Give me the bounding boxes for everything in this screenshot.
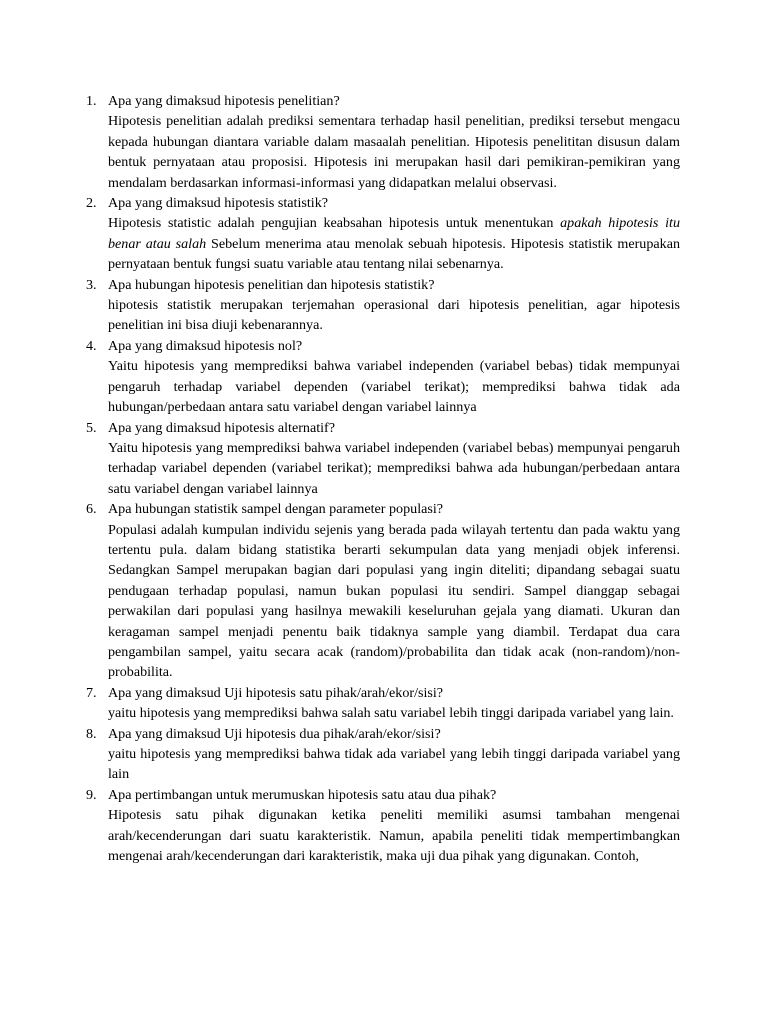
list-item	[86, 275, 680, 336]
question-answer-list	[86, 91, 680, 866]
question-text: Apa pertimbangan untuk merumuskan hipotesis satu atau dua pihak?	[108, 786, 497, 803]
question-text: Apa yang dimaksud Uji hipotesis satu pihak/arah/ekor/sisi?	[108, 684, 444, 701]
answer-text: Hipotesis penelitian adalah prediksi sementara terhadap hasil penelitian, prediksi tersebut mengacu kepada hubungan diantara variable dalam masaalah penelitian. Hipotesis penelititan disusun dalam bentuk pernyataan atau proposisi. Hipotesis ini merupakan hasil dari pemikiran-pemikiran yang mendalam berdasarkan informasi-informasi yang didapatkan melalui observasi.	[108, 113, 680, 191]
list-item	[86, 336, 680, 418]
question-text: Apa yang dimaksud Uji hipotesis dua pihak/arah/ekor/sisi?	[108, 725, 441, 742]
item-number: 3.	[86, 276, 97, 293]
item-number: 4.	[86, 337, 97, 354]
list-item	[86, 785, 680, 867]
list-item	[86, 724, 680, 785]
item-number: 5.	[86, 419, 97, 436]
answer-text: yaitu hipotesis yang memprediksi bahwa tidak ada variabel yang lebih tinggi daripada variabel yang lain	[108, 746, 680, 783]
question-text: Apa hubungan hipotesis penelitian dan hipotesis statistik?	[108, 276, 435, 293]
answer-text-start: Hipotesis statistic adalah pengujian keabsahan hipotesis untuk menentukan	[108, 215, 561, 232]
question-text: Apa hubungan statistik sampel dengan parameter populasi?	[108, 501, 444, 518]
answer-text-end: Sebelum menerima atau menolak sebuah hipotesis. Hipotesis statistik merupakan pernyataan bentuk fungsi suatu variable atau tentang nilai sebenarnya.	[108, 235, 680, 273]
answer-text: Yaitu hipotesis yang memprediksi bahwa variabel independen (variabel bebas) mempunyai pengaruh terhadap variabel dependen (variabel terikat); memprediksi bahwa ada hubungan/perbedaan antara satu variabel dengan variabel lainnya	[108, 439, 680, 497]
item-number: 1.	[86, 93, 97, 109]
question-text: Apa yang dimaksud hipotesis alternatif?	[108, 419, 336, 436]
list-item	[86, 91, 680, 193]
list-item	[86, 499, 680, 683]
item-number: 7.	[86, 684, 97, 701]
list-item	[86, 193, 680, 275]
answer-text: yaitu hipotesis yang memprediksi bahwa salah satu variabel lebih tinggi daripada variabel yang lain.	[108, 705, 674, 722]
item-number: 8.	[86, 725, 97, 742]
answer-text: Yaitu hipotesis yang memprediksi bahwa variabel independen (variabel bebas) tidak mempunyai pengaruh terhadap variabel dependen (variabel terikat); memprediksi bahwa tidak ada hubungan/perbedaan antara satu variabel dengan variabel lainnya	[108, 358, 680, 416]
answer-text: Populasi adalah kumpulan individu sejenis yang berada pada wilayah tertentu dan pada waktu yang tertentu pula. dalam bidang statistika berarti sekumpulan data yang menjadi objek inferensi. Sedangkan Sampel merupakan bagian dari populasi yang ingin diteliti; dipandang sebagai suatu pendugaan terhadap populasi, namun bukan populasi itu sendiri. Sampel dianggap sebagai perwakilan dari populasi yang hasilnya mewakili keseluruhan gejala yang diamati. Ukuran dan keragaman sampel menjadi penentu baik tidaknya sample yang diambil. Terdapat dua cara pengambilan sampel, yaitu secara acak (random)/probabilita dan tidak acak (non-random)/non-probabilita.	[108, 521, 680, 681]
item-number: 2.	[86, 195, 97, 212]
answer-text: hipotesis statistik merupakan terjemahan operasional dari hipotesis penelitian, agar hipotesis penelitian ini bisa diuji kebenarannya.	[108, 297, 680, 334]
list-item	[86, 418, 680, 500]
question-text: Apa yang dimaksud hipotesis statistik?	[108, 195, 328, 212]
item-number: 9.	[86, 786, 97, 803]
question-text: Apa yang dimaksud hipotesis penelitian?	[108, 93, 340, 109]
list-item	[86, 683, 680, 724]
item-number: 6.	[86, 501, 97, 518]
question-text: Apa yang dimaksud hipotesis nol?	[108, 337, 303, 354]
answer-italic-phrase: apakah hipotesis itu benar atau salah	[108, 215, 681, 252]
answer-text: Hipotesis satu pihak digunakan ketika peneliti memiliki asumsi tambahan mengenai arah/kecenderungan dari suatu karakteristik. Namun, apabila peneliti tidak mempertimbangkan mengenai arah/kecenderungan dari karakteristik, maka uji dua pihak yang digunakan. Contoh,	[108, 807, 680, 865]
answer-text	[108, 213, 680, 274]
